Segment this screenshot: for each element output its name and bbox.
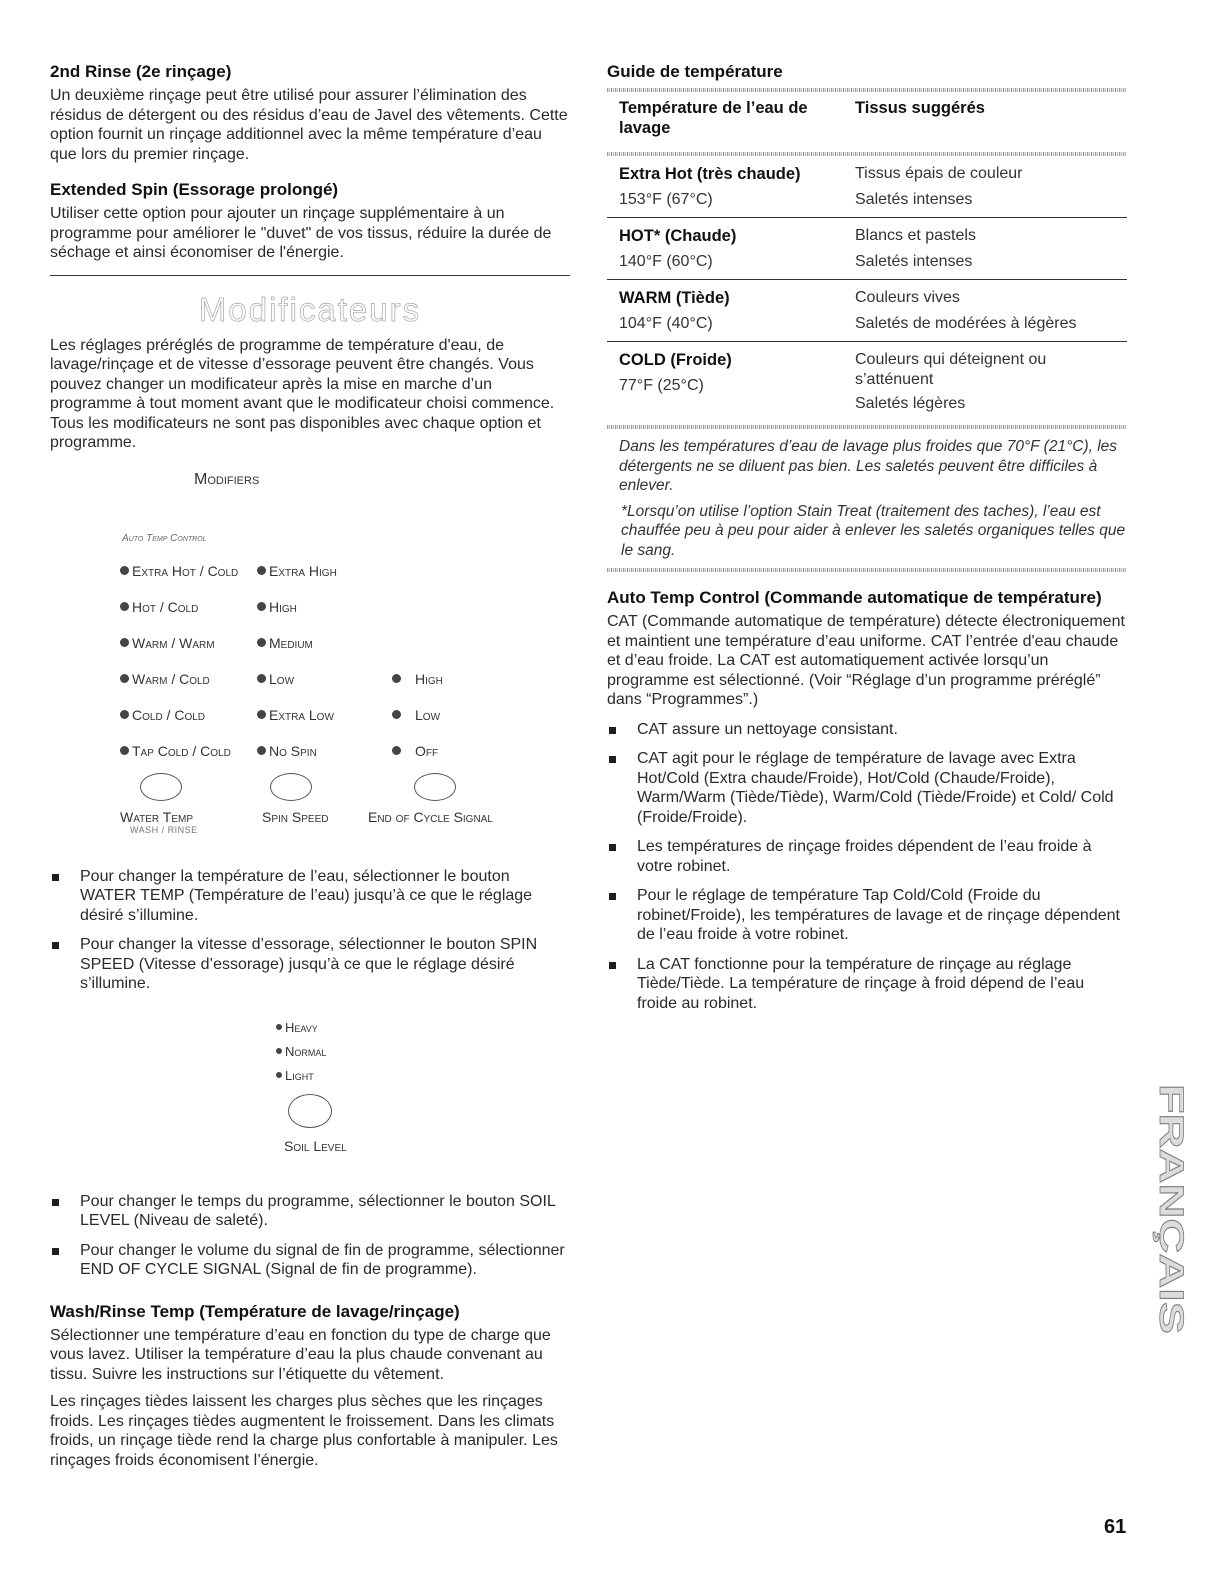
indicator-light — [120, 638, 129, 647]
soil-level-option: Light — [276, 1068, 314, 1083]
table-row — [607, 218, 1127, 279]
soil-level-button-label: Soil Level — [284, 1137, 347, 1154]
header-water-temp: Température de l’eau de lavage — [619, 99, 808, 137]
text-wash-rinse-1: Sélectionner une température d’eau en fonction du type de charge que vous lavez. Utiliser la température d’eau la plus chaude convenant au tissu. Suivre les instructions sur l’étiquette du vêtement. — [50, 1326, 551, 1383]
heading-2nd-rinse: 2nd Rinse (2e rinçage) — [50, 62, 232, 81]
heading-extended-spin: Extended Spin (Essorage prolongé) — [50, 180, 339, 199]
indicator-light — [120, 710, 129, 719]
row-temp-name: WARM (Tiède) — [619, 289, 730, 307]
indicator-light — [392, 710, 401, 719]
row-fabric: Couleurs qui déteignent ou s’atténuent — [855, 351, 1047, 388]
auto-temp-control-label: Auto Temp Control — [122, 532, 207, 544]
spin-speed-option: Extra Low — [257, 707, 334, 723]
row-fabric: Blancs et pastels — [855, 227, 976, 244]
spin-speed-button-label: Spin Speed — [262, 808, 329, 825]
bullet-cat: La CAT fonctionne pour la température de rinçage au réglage Tiède/Tiède. La température de rinçage à froid dépend de l’eau froide au robinet. — [607, 955, 1127, 1014]
table-row — [607, 342, 1127, 421]
bullet-cat: CAT agit pour le réglage de température de lavage avec Extra Hot/Cold (Extra chaude/Froide), Hot/Cold (Chaude/Froide), Warm/Warm (Tiède/Tiède), Warm/Cold (Tiède/Froide) et Cold/ Cold (Froide/Froide). — [607, 749, 1127, 827]
spin-speed-option: Low — [257, 671, 294, 687]
water-temp-button-label: Water Temp — [120, 808, 193, 825]
note-cold-water: Dans les températures d’eau de lavage plus froides que 70°F (21°C), les détergents ne se diluent pas bien. Les saletés peuvent être difficiles à enlever. — [619, 438, 1118, 494]
bullet-cat: Pour le réglage de température Tap Cold/Cold (Froide du robinet/Froide), les températures de lavage et de rinçage dépendent de l’eau froide à votre robinet. — [607, 886, 1127, 945]
spin-speed-option: Medium — [257, 635, 313, 651]
water-temp-knob — [140, 773, 182, 801]
row-temp-name: HOT* (Chaude) — [619, 227, 737, 245]
text-2nd-rinse: Un deuxième rinçage peut être utilisé pour assurer l’élimination des résidus de détergent ou des résidus d’eau de Javel des vêtements. Cette option fournit un rinçage additionnel avec la même température d’eau que lors du premier rinçage. — [50, 87, 568, 163]
soil-level-option: Normal — [276, 1044, 326, 1059]
row-temp-name: Extra Hot (très chaude) — [619, 165, 801, 183]
left-column — [50, 62, 570, 1470]
water-temp-option: Hot / Cold — [120, 599, 198, 615]
bullet-cat: CAT assure un nettoyage consistant. — [607, 720, 1127, 740]
indicator-light — [276, 1024, 282, 1030]
temperature-table — [607, 92, 1127, 429]
bullet-soil-level: Pour changer le temps du programme, sélectionner le bouton SOIL LEVEL (Niveau de saleté). — [50, 1192, 570, 1231]
bullet-water-temp: Pour changer la température de l’eau, sélectionner le bouton WATER TEMP (Température de l’eau) jusqu’à ce que le réglage désiré s’illumine. — [50, 867, 570, 926]
divider — [50, 275, 570, 276]
water-temp-option: Tap Cold / Cold — [120, 743, 231, 759]
heading-auto-temp-control: Auto Temp Control (Commande automatique de température) — [607, 588, 1102, 607]
indicator-light — [257, 710, 266, 719]
text-extended-spin: Utiliser cette option pour ajouter un rinçage supplémentaire à un programme pour améliorer le "duvet" de vos tissus, réduire la durée de séchage et ainsi économiser de l'énergie. — [50, 205, 552, 261]
soil-level-knob — [288, 1094, 332, 1128]
indicator-light — [257, 638, 266, 647]
heading-wash-rinse-temp: Wash/Rinse Temp (Température de lavage/rinçage) — [50, 1301, 460, 1321]
bullet-spin-speed: Pour changer la vitesse d’essorage, sélectionner le bouton SPIN SPEED (Vitesse d’essorage) jusqu’à ce que le réglage désiré s’illumine. — [50, 935, 570, 994]
water-temp-option: Extra Hot / Cold — [120, 563, 238, 579]
indicator-light — [392, 746, 401, 755]
water-temp-option: Warm / Warm — [120, 635, 215, 651]
spin-speed-option: No Spin — [257, 743, 317, 759]
row-temp-value: 77°F (25°C) — [619, 377, 704, 394]
row-temp-value: 153°F (67°C) — [619, 191, 713, 208]
text-wash-rinse-2: Les rinçages tièdes laissent les charges plus sèches que les rinçages froids. Les rinçages tièdes augmentent le froissement. Dans les climats froids, un rinçage tiède rend la charge plus confortable à manipuler. Les rinçages froids économisent l’énergie. — [50, 1393, 558, 1469]
row-temp-value: 140°F (60°C) — [619, 253, 713, 270]
indicator-light — [257, 746, 266, 755]
indicator-light — [392, 674, 401, 683]
right-column — [607, 62, 1127, 1013]
spin-speed-knob — [270, 773, 312, 801]
water-temp-option: Cold / Cold — [120, 707, 205, 723]
wash-rinse-sublabel: WASH / RINSE — [130, 824, 198, 835]
table-header-row — [607, 92, 1127, 148]
row-fabric: Saletés intenses — [855, 253, 973, 270]
note-stain-treat: *Lorsqu’on utilise l’option Stain Treat (traitement des taches), l’eau est chauffée peu à peu pour aider à enlever les saletés organiques telles que le sang. — [621, 502, 1126, 559]
panel-title: Modifiers — [194, 470, 260, 488]
heading-temperature-guide: Guide de température — [607, 62, 783, 81]
soil-level-panel-illustration — [50, 1012, 570, 1192]
spin-speed-option: High — [257, 599, 297, 615]
text-auto-temp-control: CAT (Commande automatique de température) détecte électroniquement et maintient une température d’eau uniforme. CAT l’entrée d'eau chaude et d’eau froide. La CAT est automatiquement activée lorsqu’un programme est sélectionné. (Voir “Réglage d’un programme préréglé” dans “Programmes”.) — [607, 613, 1125, 708]
row-fabric: Tissus épais de couleur — [855, 165, 1023, 182]
header-fabrics: Tissus suggérés — [855, 99, 985, 117]
row-fabric: Saletés intenses — [855, 191, 973, 208]
row-fabric: Saletés de modérées à légères — [855, 315, 1077, 332]
signal-option: Low — [392, 707, 440, 723]
indicator-light — [120, 566, 129, 575]
indicator-light — [276, 1072, 282, 1078]
bullet-cat: Les températures de rinçage froides dépendent de l’eau froide à votre robinet. — [607, 837, 1127, 876]
indicator-light — [257, 602, 266, 611]
page-number: 61 — [1104, 1516, 1127, 1538]
bullet-end-signal: Pour changer le volume du signal de fin de programme, sélectionner END OF CYCLE SIGNAL (Signal de fin de programme). — [50, 1241, 570, 1280]
row-temp-value: 104°F (40°C) — [619, 315, 713, 332]
row-fabric: Saletés légères — [855, 395, 966, 412]
soil-level-option: Heavy — [276, 1020, 318, 1035]
end-of-cycle-signal-knob — [414, 773, 456, 801]
section-title-modificateurs: Modificateurs — [198, 290, 422, 328]
francais-side-label — [1150, 1082, 1190, 1338]
indicator-light — [120, 746, 129, 755]
indicator-light — [276, 1048, 282, 1054]
signal-option: Off — [392, 743, 438, 759]
indicator-light — [120, 674, 129, 683]
indicator-light — [120, 602, 129, 611]
text-modificateurs-intro: Les réglages préréglés de programme de température d'eau, de lavage/rinçage et de vitesse d’essorage peuvent être changés. Vous pouvez changer un modificateur après la mise en marche d’un programme à tout moment avant que le modificateur choisi commence. Tous les modificateurs ne sont pas disponibles avec chaque option et programme. — [50, 336, 555, 451]
end-of-cycle-signal-button-label: End of Cycle Signal — [368, 808, 493, 825]
indicator-light — [257, 566, 266, 575]
table-row — [607, 156, 1127, 217]
table-row — [607, 280, 1127, 341]
side-label-text: FRANÇAIS — [1152, 1084, 1190, 1260]
signal-option: High — [392, 671, 443, 687]
notes-bottom-rule — [607, 568, 1127, 572]
modifiers-panel-illustration — [50, 467, 570, 867]
indicator-light — [257, 674, 266, 683]
spin-speed-option: Extra High — [257, 563, 337, 579]
table-bottom-rule — [607, 425, 1127, 429]
row-temp-name: COLD (Froide) — [619, 351, 732, 369]
row-fabric: Couleurs vives — [855, 289, 960, 306]
water-temp-option: Warm / Cold — [120, 671, 210, 687]
